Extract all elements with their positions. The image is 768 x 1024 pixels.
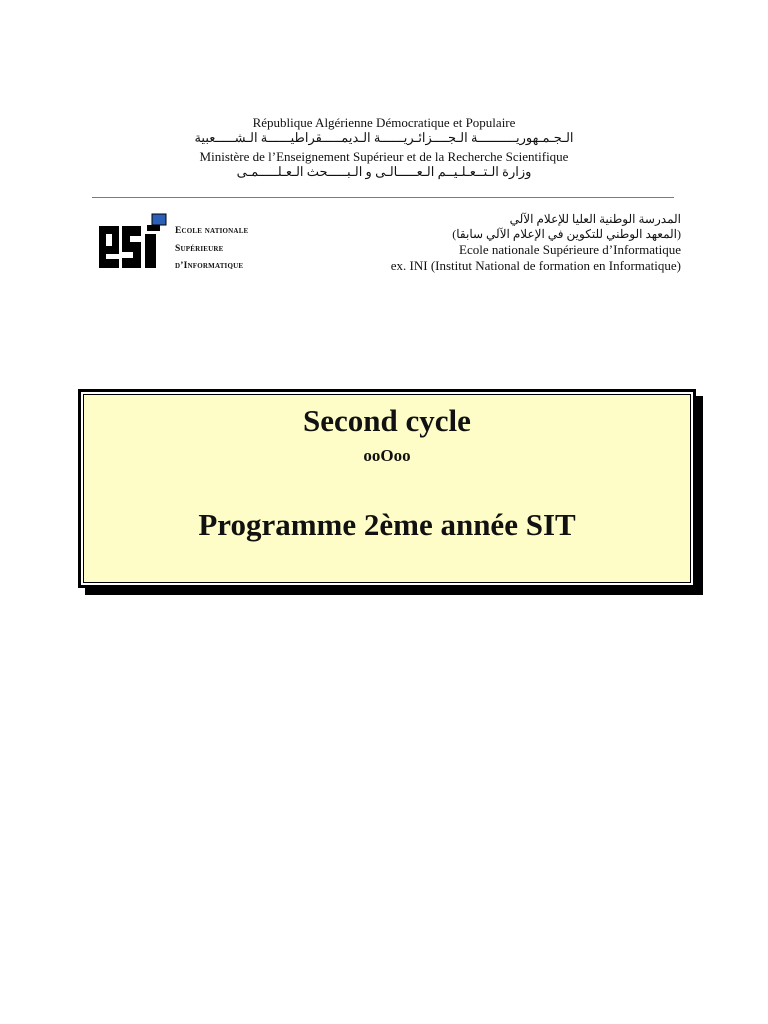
esi-logo [97,210,267,272]
header-ar-republic: الـجـمـهوريــــــــــة الـجــــزائـريــــــة الـديمـــــقراطيــــــة الـشـــــعبية [194,130,574,145]
logo-line-3: d’Informatique [175,261,244,271]
title-box [78,389,696,588]
header-fr-ministry: Ministère de l’Enseignement Supérieur et de la Recherche Scientifique [199,149,569,164]
header-fr-republic: République Algérienne Démocratique et Populaire [252,115,516,130]
logo-line-1: Ecole nationale [175,226,249,236]
header-ar-ministry: وزارة الـتــعـلـيــم الـعـــــالـى و الـبـــــحث الـعـلـــــمـى [236,164,532,179]
school-ar-line-2: (المعهد الوطني للتكوين في الإعلام الآلي سابقا) [452,227,681,241]
title-separator: ooOoo [363,446,411,465]
program-title: Programme 2ème année SIT [198,507,576,542]
school-fr-former: ex. INI (Institut National de formation en Informatique) [390,258,681,273]
logo-line-2: Supérieure [175,243,224,254]
cycle-title: Second cycle [303,403,471,438]
esi-logo-mark [97,210,175,272]
school-fr-name: Ecole nationale Supérieure d’Informatique [459,242,681,257]
header-divider [92,197,674,198]
school-ar-line-1: المدرسة الوطنية العليا للإعلام الآلي [509,212,681,226]
